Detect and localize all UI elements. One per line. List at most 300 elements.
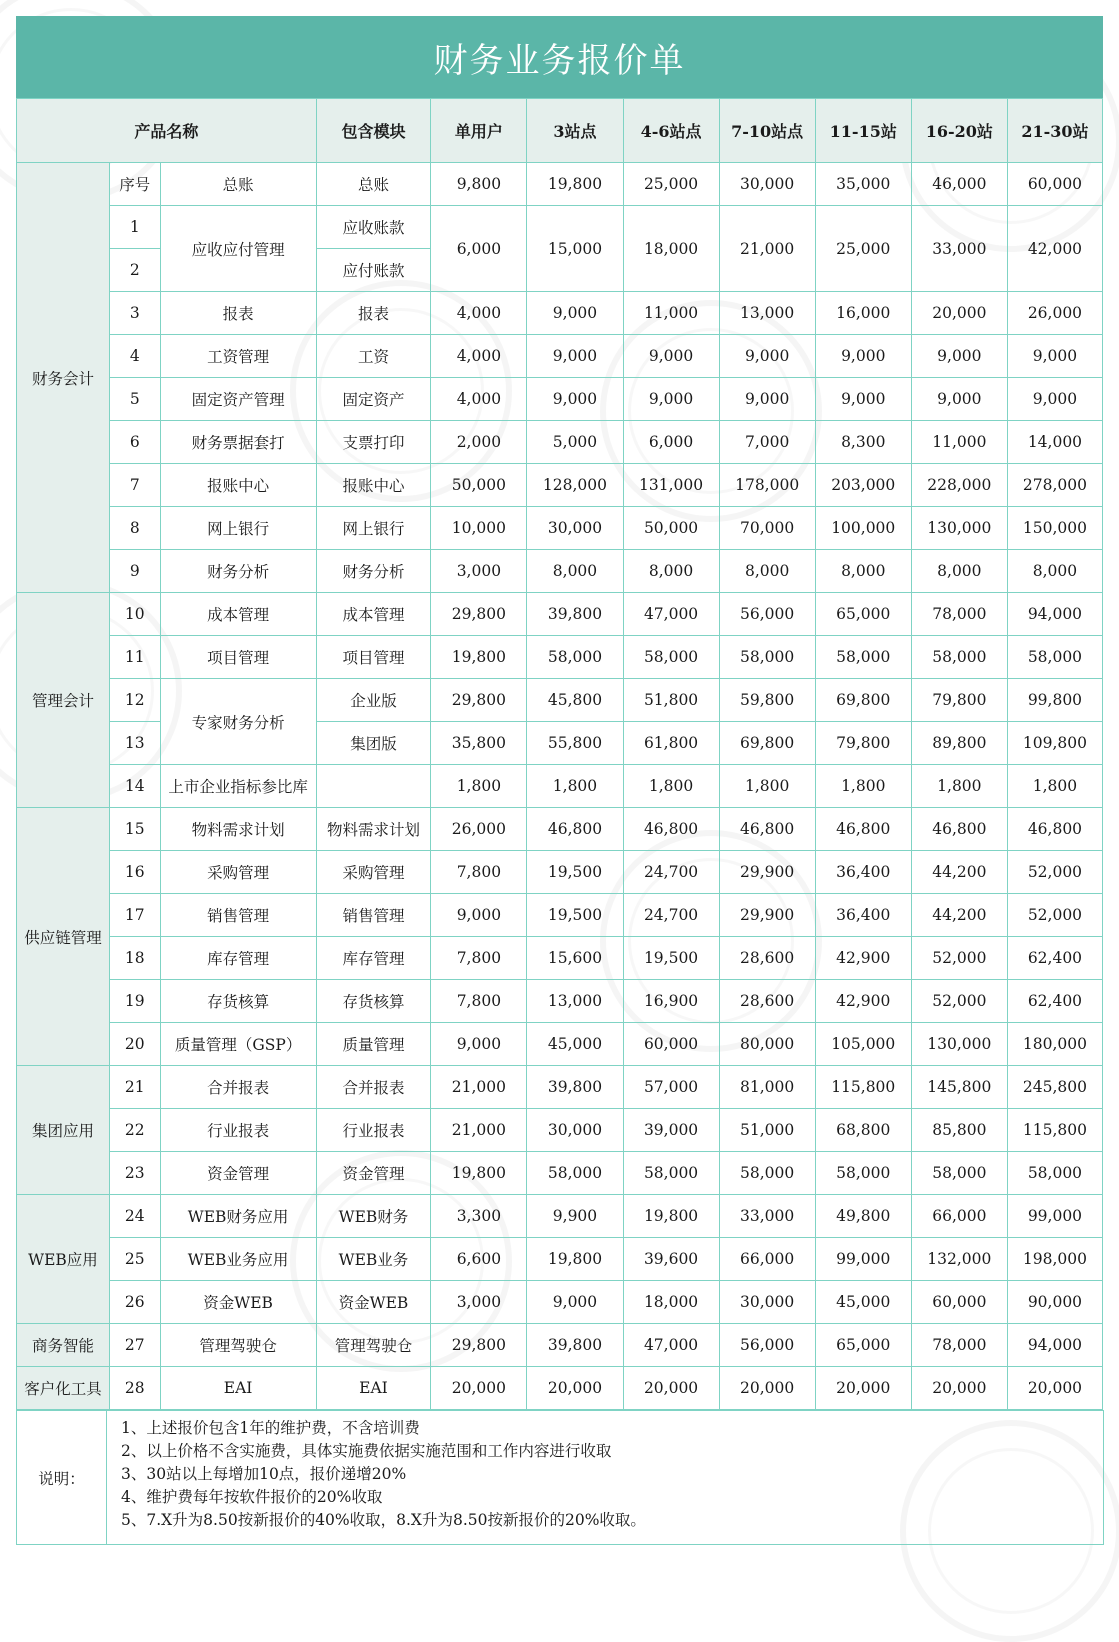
- price-cell: 278,000: [1007, 464, 1102, 507]
- price-cell: 18,000: [623, 206, 719, 292]
- price-cell: 42,000: [1007, 206, 1102, 292]
- price-cell: 24,700: [623, 851, 719, 894]
- price-cell: 16,000: [815, 292, 911, 335]
- price-cell: 203,000: [815, 464, 911, 507]
- price-cell: 7,000: [719, 421, 815, 464]
- table-row: [17, 937, 1103, 980]
- price-cell: 44,200: [911, 851, 1007, 894]
- price-cell: 7,800: [431, 937, 527, 980]
- price-cell: 19,500: [623, 937, 719, 980]
- price-cell: 59,800: [719, 679, 815, 722]
- category-cell: 供应链管理: [17, 808, 110, 1066]
- price-cell: 79,800: [911, 679, 1007, 722]
- price-cell: 46,800: [719, 808, 815, 851]
- notes-table: [16, 1410, 1104, 1545]
- table-row: [17, 636, 1103, 679]
- price-cell: 20,000: [911, 1367, 1007, 1410]
- module-cell: 财务分析: [316, 550, 431, 593]
- price-cell: 130,000: [911, 1023, 1007, 1066]
- price-cell: 58,000: [719, 636, 815, 679]
- price-cell: 19,500: [527, 851, 623, 894]
- product-name-cell: 上市企业指标参比库: [160, 765, 316, 808]
- price-cell: 3,000: [431, 550, 527, 593]
- product-name-cell: 网上银行: [160, 507, 316, 550]
- price-cell: 50,000: [431, 464, 527, 507]
- price-cell: 20,000: [911, 292, 1007, 335]
- price-cell: 89,800: [911, 722, 1007, 765]
- product-name-cell: 质量管理（GSP）: [160, 1023, 316, 1066]
- seq-cell: 20: [109, 1023, 160, 1066]
- product-name-cell: 管理驾驶仓: [160, 1324, 316, 1367]
- price-cell: 78,000: [911, 593, 1007, 636]
- price-cell: 19,800: [623, 1195, 719, 1238]
- price-cell: 1,800: [527, 765, 623, 808]
- price-cell: 46,000: [911, 163, 1007, 206]
- price-cell: 33,000: [911, 206, 1007, 292]
- price-cell: 60,000: [623, 1023, 719, 1066]
- header-cell: 产品名称: [17, 99, 317, 163]
- table-row: [17, 1195, 1103, 1238]
- price-cell: 94,000: [1007, 1324, 1102, 1367]
- table-row: [17, 1152, 1103, 1195]
- note-line: 2、以上价格不含实施费，具体实施费依据实施范围和工作内容进行收取: [121, 1442, 612, 1460]
- module-cell: 网上银行: [316, 507, 431, 550]
- price-cell: 26,000: [1007, 292, 1102, 335]
- module-cell: WEB业务: [316, 1238, 431, 1281]
- table-row: [17, 335, 1103, 378]
- header-cell: 4-6站点: [623, 99, 719, 163]
- price-cell: 60,000: [1007, 163, 1102, 206]
- price-cell: 33,000: [719, 1195, 815, 1238]
- product-name-cell: 资金WEB: [160, 1281, 316, 1324]
- price-cell: 8,000: [527, 550, 623, 593]
- price-cell: 58,000: [815, 636, 911, 679]
- price-cell: 49,800: [815, 1195, 911, 1238]
- price-cell: 51,000: [719, 1109, 815, 1152]
- price-cell: 9,000: [719, 378, 815, 421]
- price-cell: 7,800: [431, 851, 527, 894]
- module-cell: 资金WEB: [316, 1281, 431, 1324]
- table-row: [17, 1066, 1103, 1109]
- table-row: [17, 378, 1103, 421]
- price-cell: 56,000: [719, 593, 815, 636]
- product-name-cell: 财务分析: [160, 550, 316, 593]
- price-cell: 51,800: [623, 679, 719, 722]
- module-cell: 报表: [316, 292, 431, 335]
- product-name-cell: 总账: [160, 163, 316, 206]
- price-cell: 9,900: [527, 1195, 623, 1238]
- price-cell: 94,000: [1007, 593, 1102, 636]
- price-cell: 29,800: [431, 593, 527, 636]
- price-cell: 9,000: [527, 335, 623, 378]
- price-cell: 30,000: [527, 507, 623, 550]
- category-cell: 商务智能: [17, 1324, 110, 1367]
- seq-cell: 21: [109, 1066, 160, 1109]
- note-line: 3、30站以上每增加10点，报价递增20%: [121, 1465, 407, 1483]
- price-cell: 4,000: [431, 335, 527, 378]
- table-row: [17, 1109, 1103, 1152]
- product-name-cell: 销售管理: [160, 894, 316, 937]
- price-cell: 6,000: [431, 206, 527, 292]
- price-sheet: [16, 16, 1103, 1545]
- price-cell: 9,000: [623, 378, 719, 421]
- price-cell: 26,000: [431, 808, 527, 851]
- product-name-cell: 存货核算: [160, 980, 316, 1023]
- price-cell: 8,000: [815, 550, 911, 593]
- price-cell: 180,000: [1007, 1023, 1102, 1066]
- module-cell: WEB财务: [316, 1195, 431, 1238]
- table-row: [17, 679, 1103, 722]
- price-cell: 3,300: [431, 1195, 527, 1238]
- price-cell: 228,000: [911, 464, 1007, 507]
- price-cell: 1,800: [719, 765, 815, 808]
- seq-cell: 16: [109, 851, 160, 894]
- price-cell: 45,000: [815, 1281, 911, 1324]
- table-row: [17, 1238, 1103, 1281]
- category-cell: 财务会计: [17, 163, 110, 593]
- seq-cell: 5: [109, 378, 160, 421]
- product-name-cell: 应收应付管理: [160, 206, 316, 292]
- price-cell: 9,000: [527, 292, 623, 335]
- price-cell: 46,800: [527, 808, 623, 851]
- price-cell: 3,000: [431, 1281, 527, 1324]
- module-cell: 存货核算: [316, 980, 431, 1023]
- price-cell: 8,000: [911, 550, 1007, 593]
- price-cell: 20,000: [815, 1367, 911, 1410]
- price-cell: 11,000: [911, 421, 1007, 464]
- price-cell: 52,000: [911, 980, 1007, 1023]
- price-cell: 58,000: [1007, 1152, 1102, 1195]
- price-cell: 1,800: [815, 765, 911, 808]
- price-cell: 21,000: [431, 1066, 527, 1109]
- price-cell: 39,000: [623, 1109, 719, 1152]
- product-name-cell: EAI: [160, 1367, 316, 1410]
- module-cell: 质量管理: [316, 1023, 431, 1066]
- seq-cell: 1: [109, 206, 160, 249]
- seq-cell: 8: [109, 507, 160, 550]
- price-cell: 52,000: [1007, 851, 1102, 894]
- price-cell: 9,000: [1007, 378, 1102, 421]
- notes-label: 说明：: [17, 1411, 107, 1545]
- seq-cell: 25: [109, 1238, 160, 1281]
- note-line: 1、上述报价包含1年的维护费，不含培训费: [121, 1419, 420, 1437]
- notes-row: [17, 1411, 1104, 1545]
- product-name-cell: WEB业务应用: [160, 1238, 316, 1281]
- price-cell: 58,000: [911, 1152, 1007, 1195]
- price-cell: 145,800: [911, 1066, 1007, 1109]
- price-cell: 1,800: [1007, 765, 1102, 808]
- seq-cell: 18: [109, 937, 160, 980]
- price-cell: 80,000: [719, 1023, 815, 1066]
- header-cell: 16-20站: [911, 99, 1007, 163]
- price-cell: 14,000: [1007, 421, 1102, 464]
- price-cell: 18,000: [623, 1281, 719, 1324]
- header-cell: 包含模块: [316, 99, 431, 163]
- header-cell: 7-10站点: [719, 99, 815, 163]
- price-cell: 46,800: [623, 808, 719, 851]
- price-cell: 70,000: [719, 507, 815, 550]
- product-name-cell: 物料需求计划: [160, 808, 316, 851]
- price-cell: 29,900: [719, 894, 815, 937]
- price-cell: 11,000: [623, 292, 719, 335]
- price-cell: 4,000: [431, 378, 527, 421]
- price-cell: 21,000: [719, 206, 815, 292]
- price-cell: 60,000: [911, 1281, 1007, 1324]
- module-cell: 成本管理: [316, 593, 431, 636]
- header-cell: 3站点: [527, 99, 623, 163]
- seq-cell: 19: [109, 980, 160, 1023]
- module-cell: 支票打印: [316, 421, 431, 464]
- seq-cell: 11: [109, 636, 160, 679]
- seq-cell: 13: [109, 722, 160, 765]
- price-cell: 68,800: [815, 1109, 911, 1152]
- price-cell: 52,000: [1007, 894, 1102, 937]
- price-cell: 15,600: [527, 937, 623, 980]
- seq-cell: 6: [109, 421, 160, 464]
- price-cell: 36,400: [815, 894, 911, 937]
- table-row: [17, 1367, 1103, 1410]
- price-cell: 2,000: [431, 421, 527, 464]
- price-cell: 65,000: [815, 1324, 911, 1367]
- price-cell: 45,800: [527, 679, 623, 722]
- seq-cell: 28: [109, 1367, 160, 1410]
- price-cell: 9,800: [431, 163, 527, 206]
- price-cell: 47,000: [623, 1324, 719, 1367]
- price-cell: 50,000: [623, 507, 719, 550]
- price-cell: 25,000: [623, 163, 719, 206]
- price-cell: 29,800: [431, 1324, 527, 1367]
- module-cell: 企业版: [316, 679, 431, 722]
- module-cell: 合并报表: [316, 1066, 431, 1109]
- price-cell: 20,000: [431, 1367, 527, 1410]
- price-cell: 62,400: [1007, 937, 1102, 980]
- table-row: [17, 1324, 1103, 1367]
- price-cell: 9,000: [815, 335, 911, 378]
- module-cell: 物料需求计划: [316, 808, 431, 851]
- price-cell: 150,000: [1007, 507, 1102, 550]
- sheet-title: 财务业务报价单: [16, 16, 1103, 98]
- table-row: [17, 464, 1103, 507]
- price-cell: 61,800: [623, 722, 719, 765]
- table-row: [17, 980, 1103, 1023]
- seq-cell: 3: [109, 292, 160, 335]
- table-row: [17, 808, 1103, 851]
- module-cell: 固定资产: [316, 378, 431, 421]
- category-cell: 集团应用: [17, 1066, 110, 1195]
- price-cell: 28,600: [719, 937, 815, 980]
- table-row: [17, 1281, 1103, 1324]
- price-cell: 19,800: [527, 1238, 623, 1281]
- module-cell: 报账中心: [316, 464, 431, 507]
- seq-cell: 14: [109, 765, 160, 808]
- product-name-cell: 固定资产管理: [160, 378, 316, 421]
- note-line: 4、维护费每年按软件报价的20%收取: [121, 1488, 383, 1506]
- price-cell: 130,000: [911, 507, 1007, 550]
- price-cell: 15,000: [527, 206, 623, 292]
- header-cell: 11-15站: [815, 99, 911, 163]
- price-cell: 69,800: [815, 679, 911, 722]
- seq-cell: 9: [109, 550, 160, 593]
- price-cell: 65,000: [815, 593, 911, 636]
- price-cell: 99,000: [815, 1238, 911, 1281]
- notes-text: [107, 1411, 1104, 1545]
- price-cell: 99,800: [1007, 679, 1102, 722]
- price-cell: 39,800: [527, 1066, 623, 1109]
- price-cell: 178,000: [719, 464, 815, 507]
- price-cell: 58,000: [1007, 636, 1102, 679]
- price-cell: 30,000: [527, 1109, 623, 1152]
- product-name-cell: 库存管理: [160, 937, 316, 980]
- price-cell: 42,900: [815, 980, 911, 1023]
- price-cell: 1,800: [623, 765, 719, 808]
- price-cell: 19,800: [431, 636, 527, 679]
- price-cell: 131,000: [623, 464, 719, 507]
- price-cell: 115,800: [815, 1066, 911, 1109]
- price-cell: 21,000: [431, 1109, 527, 1152]
- price-cell: 35,800: [431, 722, 527, 765]
- price-cell: 20,000: [719, 1367, 815, 1410]
- price-cell: 36,400: [815, 851, 911, 894]
- seq-cell: 7: [109, 464, 160, 507]
- price-cell: 10,000: [431, 507, 527, 550]
- seq-cell: 17: [109, 894, 160, 937]
- product-name-cell: 专家财务分析: [160, 679, 316, 765]
- price-cell: 9,000: [815, 378, 911, 421]
- price-cell: 5,000: [527, 421, 623, 464]
- price-cell: 132,000: [911, 1238, 1007, 1281]
- module-cell: [316, 765, 431, 808]
- price-cell: 9,000: [527, 378, 623, 421]
- price-cell: 115,800: [1007, 1109, 1102, 1152]
- category-cell: 客户化工具: [17, 1367, 110, 1410]
- seq-cell: 10: [109, 593, 160, 636]
- module-cell: 应收账款: [316, 206, 431, 249]
- category-cell: WEB应用: [17, 1195, 110, 1324]
- product-name-cell: 项目管理: [160, 636, 316, 679]
- price-cell: 58,000: [527, 1152, 623, 1195]
- price-cell: 20,000: [1007, 1367, 1102, 1410]
- price-cell: 8,000: [719, 550, 815, 593]
- seq-cell: 27: [109, 1324, 160, 1367]
- seq-cell: 22: [109, 1109, 160, 1152]
- product-name-cell: 财务票据套打: [160, 421, 316, 464]
- price-cell: 100,000: [815, 507, 911, 550]
- price-cell: 46,800: [911, 808, 1007, 851]
- module-cell: 应付账款: [316, 249, 431, 292]
- price-cell: 8,300: [815, 421, 911, 464]
- seq-cell: 12: [109, 679, 160, 722]
- price-cell: 13,000: [719, 292, 815, 335]
- price-cell: 28,600: [719, 980, 815, 1023]
- product-name-cell: 合并报表: [160, 1066, 316, 1109]
- price-cell: 198,000: [1007, 1238, 1102, 1281]
- price-cell: 105,000: [815, 1023, 911, 1066]
- module-cell: 库存管理: [316, 937, 431, 980]
- module-cell: 行业报表: [316, 1109, 431, 1152]
- table-row: [17, 206, 1103, 249]
- price-cell: 30,000: [719, 1281, 815, 1324]
- price-cell: 44,200: [911, 894, 1007, 937]
- table-row: [17, 1023, 1103, 1066]
- seq-cell: 2: [109, 249, 160, 292]
- price-cell: 13,000: [527, 980, 623, 1023]
- table-row: [17, 593, 1103, 636]
- product-name-cell: 资金管理: [160, 1152, 316, 1195]
- price-cell: 9,000: [911, 335, 1007, 378]
- price-cell: 19,800: [527, 163, 623, 206]
- price-cell: 9,000: [431, 894, 527, 937]
- price-cell: 9,000: [431, 1023, 527, 1066]
- price-cell: 66,000: [911, 1195, 1007, 1238]
- category-cell: 管理会计: [17, 593, 110, 808]
- module-cell: 项目管理: [316, 636, 431, 679]
- table-row: [17, 851, 1103, 894]
- product-name-cell: 报账中心: [160, 464, 316, 507]
- price-cell: 66,000: [719, 1238, 815, 1281]
- price-cell: 8,000: [1007, 550, 1102, 593]
- price-cell: 78,000: [911, 1324, 1007, 1367]
- price-cell: 46,800: [1007, 808, 1102, 851]
- price-cell: 62,400: [1007, 980, 1102, 1023]
- module-cell: 销售管理: [316, 894, 431, 937]
- product-name-cell: 报表: [160, 292, 316, 335]
- price-cell: 39,600: [623, 1238, 719, 1281]
- price-cell: 35,000: [815, 163, 911, 206]
- seq-cell: 23: [109, 1152, 160, 1195]
- price-cell: 6,600: [431, 1238, 527, 1281]
- table-row: [17, 550, 1103, 593]
- table-row: [17, 765, 1103, 808]
- price-cell: 29,900: [719, 851, 815, 894]
- product-name-cell: 工资管理: [160, 335, 316, 378]
- seq-cell: 15: [109, 808, 160, 851]
- module-cell: 总账: [316, 163, 431, 206]
- price-cell: 58,000: [623, 636, 719, 679]
- price-cell: 9,000: [719, 335, 815, 378]
- seq-cell: 24: [109, 1195, 160, 1238]
- price-cell: 9,000: [911, 378, 1007, 421]
- header-cell: 单用户: [431, 99, 527, 163]
- seq-cell: 26: [109, 1281, 160, 1324]
- price-cell: 47,000: [623, 593, 719, 636]
- price-cell: 9,000: [527, 1281, 623, 1324]
- price-cell: 16,900: [623, 980, 719, 1023]
- price-cell: 1,800: [431, 765, 527, 808]
- price-table: [16, 98, 1103, 1410]
- module-cell: 采购管理: [316, 851, 431, 894]
- price-cell: 58,000: [719, 1152, 815, 1195]
- price-cell: 99,000: [1007, 1195, 1102, 1238]
- price-cell: 30,000: [719, 163, 815, 206]
- price-cell: 1,800: [911, 765, 1007, 808]
- price-cell: 58,000: [623, 1152, 719, 1195]
- price-cell: 9,000: [1007, 335, 1102, 378]
- price-cell: 45,000: [527, 1023, 623, 1066]
- price-cell: 90,000: [1007, 1281, 1102, 1324]
- price-cell: 42,900: [815, 937, 911, 980]
- header-row: [17, 99, 1103, 163]
- price-cell: 109,800: [1007, 722, 1102, 765]
- product-name-cell: 采购管理: [160, 851, 316, 894]
- price-cell: 39,800: [527, 593, 623, 636]
- product-name-cell: 行业报表: [160, 1109, 316, 1152]
- price-cell: 55,800: [527, 722, 623, 765]
- price-cell: 4,000: [431, 292, 527, 335]
- note-line: 5、7.X升为8.50按新报价的40%收取，8.X升为8.50按新报价的20%收取。: [121, 1511, 646, 1529]
- price-cell: 85,800: [911, 1109, 1007, 1152]
- price-cell: 52,000: [911, 937, 1007, 980]
- price-cell: 25,000: [815, 206, 911, 292]
